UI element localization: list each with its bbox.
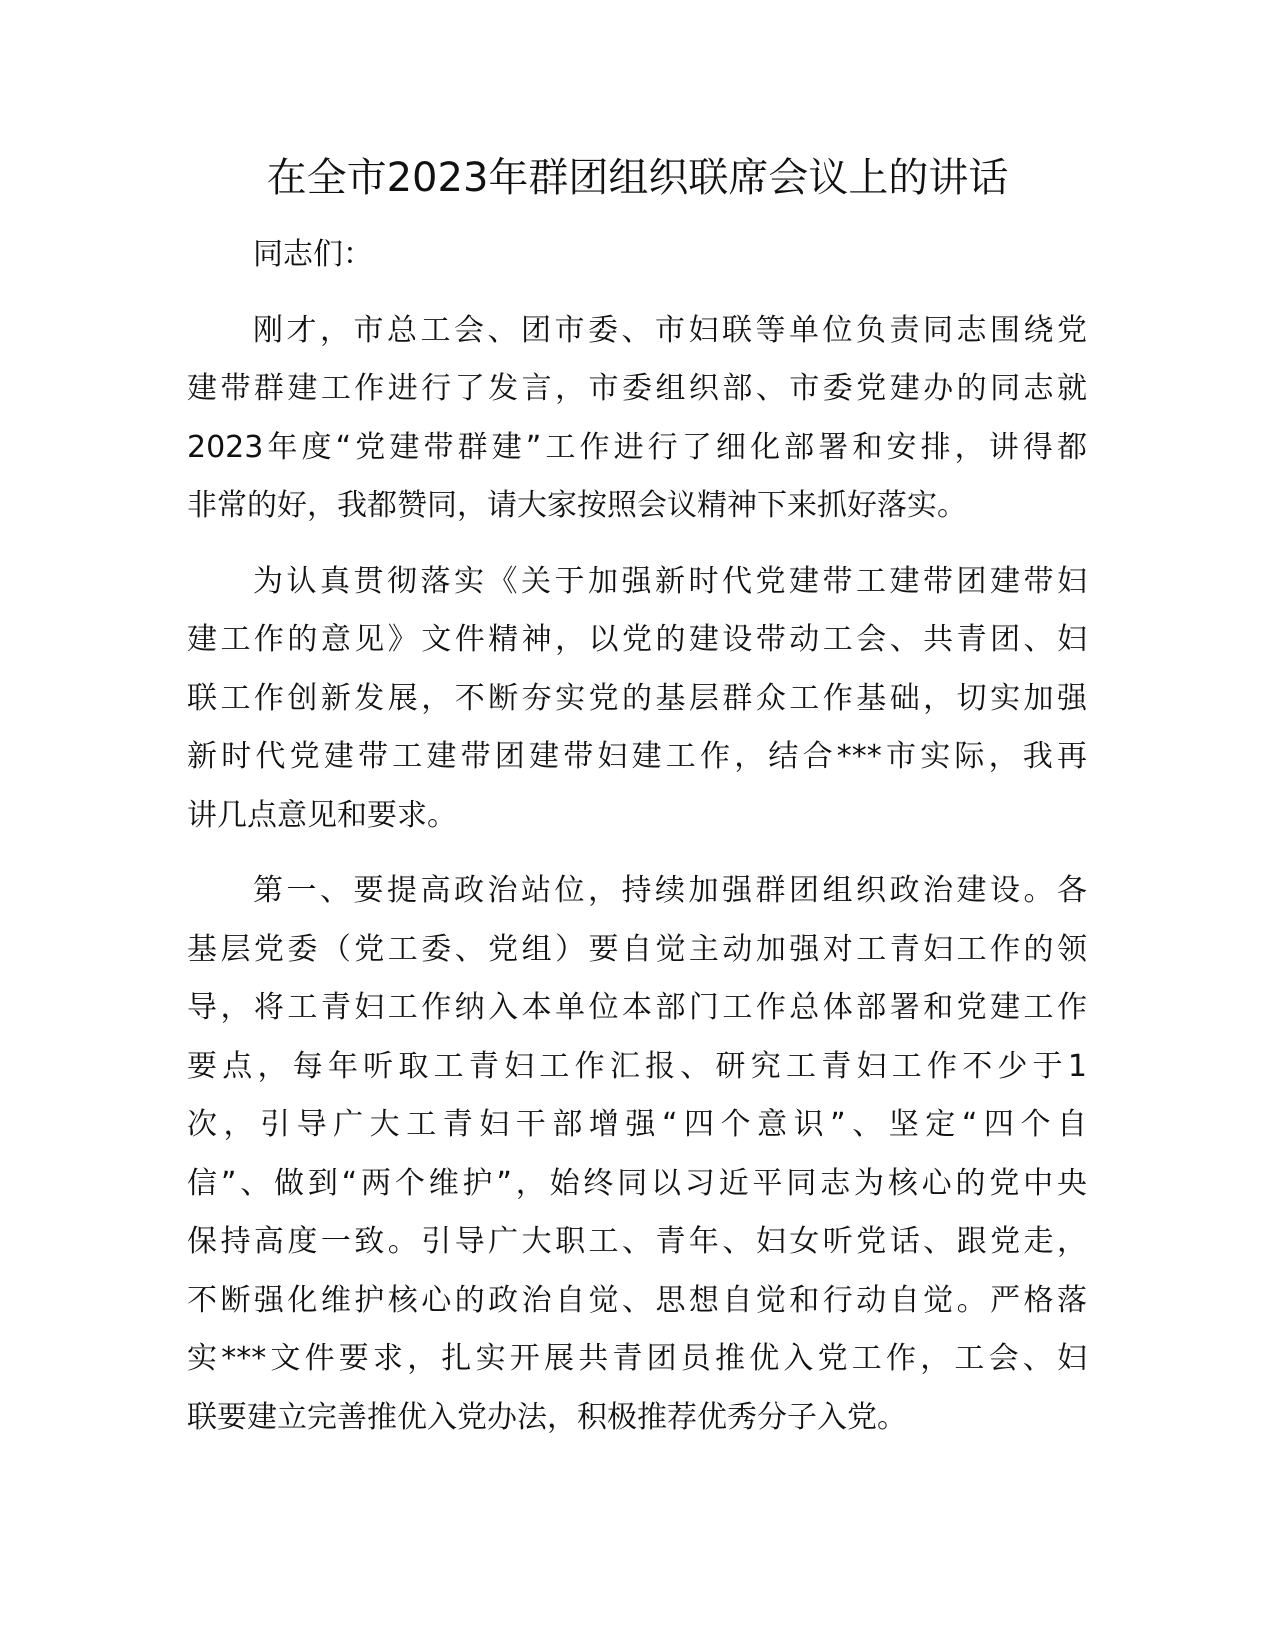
paragraph-1 xyxy=(187,302,1087,536)
paragraph-2 xyxy=(187,553,1087,846)
paragraph-line: 联工作创新发展，不断夯实党的基层群众工作基础，切实加强 xyxy=(187,680,1087,716)
paragraph-line: 新时代党建带工建带团建带妇建工作，结合***市实际，我再 xyxy=(187,739,1087,774)
paragraph-line: 导，将工青妇工作纳入本单位本部门工作总体部署和党建工作 xyxy=(187,990,1087,1025)
paragraph-line: 为认真贯彻落实《关于加强新时代党建带工建带团建带妇 xyxy=(253,563,1087,599)
paragraph-line: 建工作的意见》文件精神，以党的建设带动工会、共青团、妇 xyxy=(187,622,1087,657)
document-body xyxy=(187,226,1087,1464)
paragraph-line: 实***文件要求，扎实开展共青团员推优入党工作，工会、妇 xyxy=(187,1341,1087,1376)
paragraph-line: 联要建立完善推优入党办法，积极推荐优秀分子入党。 xyxy=(187,1399,907,1435)
paragraph-line: 保持高度一致。引导广大职工、青年、妇女听党话、跟党走， xyxy=(187,1224,1087,1259)
paragraph-line: 要点，每年听取工青妇工作汇报、研究工青妇工作不少于1 xyxy=(187,1048,1087,1084)
paragraph-line: 非常的好，我都赞同，请大家按照会议精神下来抓好落实。 xyxy=(187,488,967,523)
paragraph-line: 建带群建工作进行了发言，市委组织部、市委党建办的同志就 xyxy=(187,371,1087,406)
paragraph-line: 基层党委（党工委、党组）要自觉主动加强对工青妇工作的领 xyxy=(187,931,1087,967)
paragraph-3 xyxy=(187,862,1087,1447)
paragraph-line: 讲几点意见和要求。 xyxy=(187,797,457,833)
paragraph-line: 第一、要提高政治站位，持续加强群团组织政治建设。各 xyxy=(253,873,1087,908)
paragraph-line: 次，引导广大工青妇干部增强“四个意识”、坚定“四个自 xyxy=(187,1107,1087,1142)
paragraph-line: 刚才，市总工会、团市委、市妇联等单位负责同志围绕党 xyxy=(253,312,1087,348)
paragraph-line: 2023年度“党建带群建”工作进行了细化部署和安排，讲得都 xyxy=(187,429,1087,465)
document-title: 在全市2023年群团组织联席会议上的讲话 xyxy=(266,155,1009,201)
paragraph-line: 信”、做到“两个维护”，始终同以习近平同志为核心的党中央 xyxy=(187,1165,1087,1201)
paragraph-line: 不断强化维护核心的政治自觉、思想自觉和行动自觉。严格落 xyxy=(187,1282,1087,1318)
greeting: 同志们： xyxy=(253,237,373,272)
